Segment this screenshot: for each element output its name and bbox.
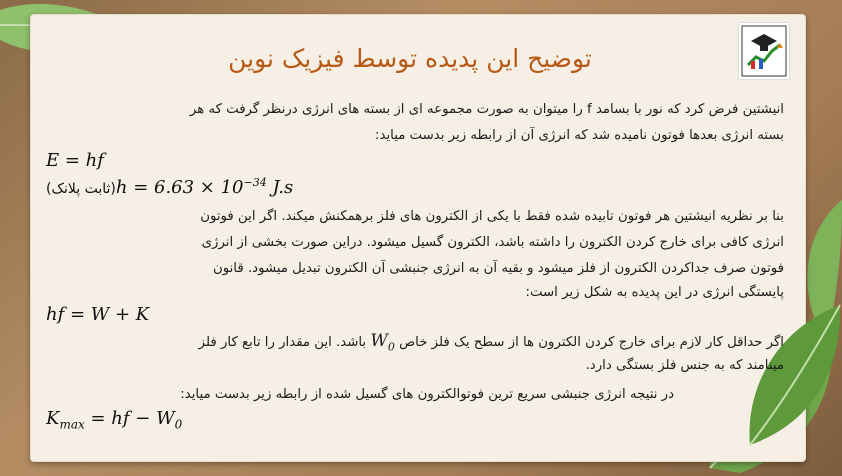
paragraph-1-line-2: بسته انرژی بعدها فوتون نامیده شد که انرژی آن از رابطه زیر بدست میاید: — [374, 128, 784, 143]
paragraph-2-line-3: فوتون صرف جداکردن الکترون از فلز میشود و بقیه آن به انرژی جنبشی آن الکترون تبدیل میشود. قانون — [212, 261, 784, 276]
paragraph-2-line-2: انرژی کافی برای خارج کردن الکترون را داشته باشد، الکترون گسیل میشود. دراین صورت بخشی از انرژی — [201, 235, 784, 250]
equation-energy-conservation: hf = W + K — [46, 304, 150, 325]
equation-kinetic-max — [46, 408, 182, 432]
planck-value: h = 6.63 × 10 — [115, 177, 244, 198]
work-function-symbol — [370, 331, 395, 354]
kmax-letter: K — [46, 408, 60, 429]
planck-exponent: −34 — [243, 176, 267, 189]
kmax-subscript: max — [59, 417, 85, 432]
equation-energy: E = hf — [46, 150, 104, 171]
paragraph-3-line-2: مینامند که به جنس فلز بستگی دارد. — [585, 358, 784, 373]
work-function-text-b: باشد. این مقدار را تابع کار فلز — [198, 335, 367, 350]
kmax-w0-subscript: 0 — [174, 417, 183, 432]
slide-title: توضیح این پدیده توسط فیزیک نوین — [228, 44, 592, 73]
paragraph-2-line-4: پایستگی انرژی در این پدیده به شکل زیر است: — [525, 285, 784, 300]
work-function-text-a: اگر حداقل کار لازم برای خارج کردن الکترون ها از سطح یک فلز خاص — [399, 335, 784, 350]
w0-subscript: 0 — [387, 340, 395, 354]
w0-letter: W — [370, 331, 388, 351]
paragraph-2-line-1: بنا بر نظریه انیشتین هر فوتون تابیده شده فقط با یکی از الکترون های فلز برهمکنش میکند. اگر این فوتون — [200, 209, 784, 224]
planck-label: (ثابت پلانک) — [46, 181, 116, 197]
paragraph-4-line-1: در نتیجه انرژی جنبشی سریع ترین فوتوالکترون های گسیل شده از رابطه زیر بدست میاید: — [180, 387, 674, 402]
graduation-logo-icon — [738, 22, 790, 80]
kmax-rest: = hf − W — [84, 408, 175, 429]
planck-unit: J.s — [266, 177, 294, 198]
equation-planck — [46, 176, 293, 198]
paragraph-1-line-1: انیشتین فرض کرد که نور با بسامد f را میتوان به صورت مجموعه ای از بسته های انرژی درنظر گرفت که هر — [189, 102, 784, 117]
